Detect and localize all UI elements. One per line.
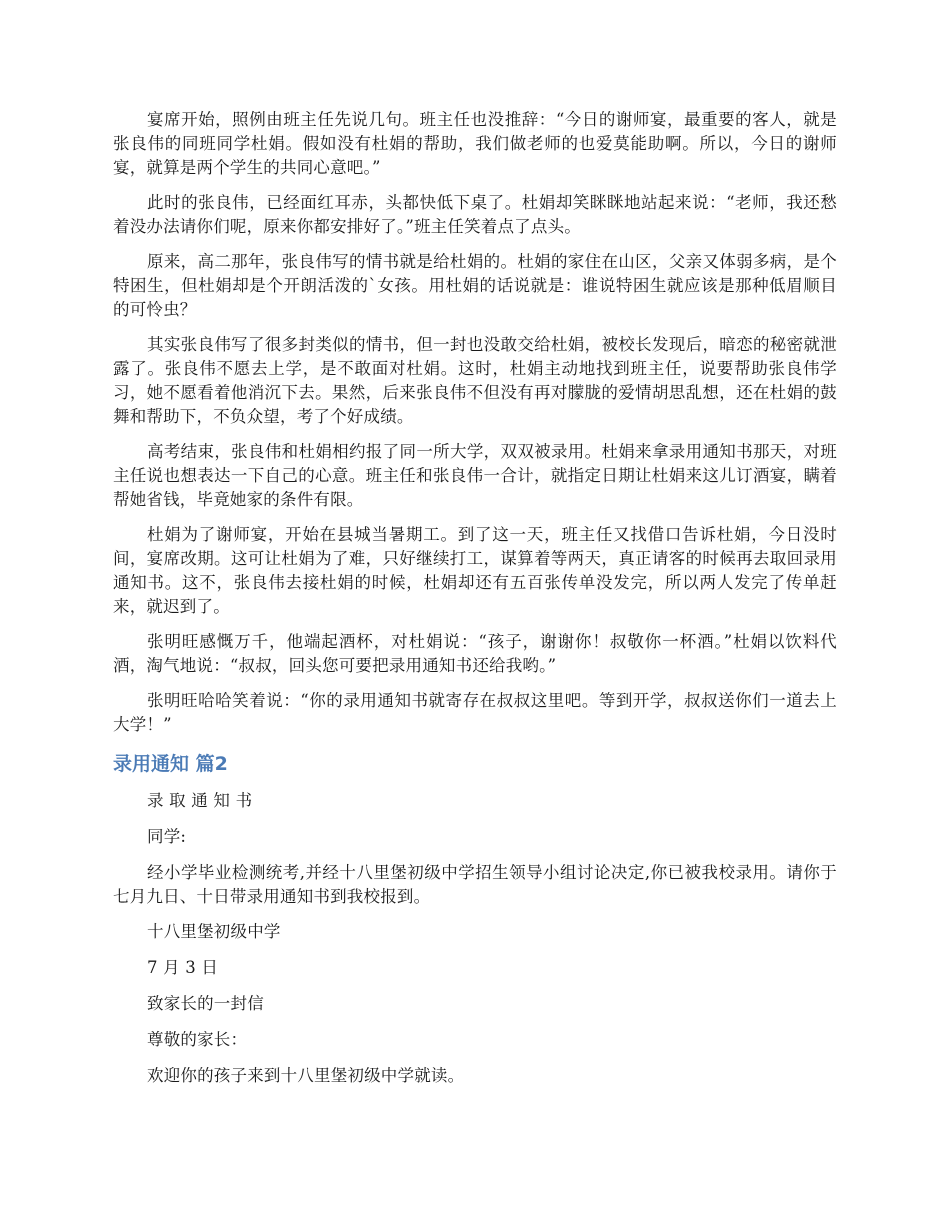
letter-welcome: 欢迎你的孩子来到十八里堡初级中学就读。 xyxy=(147,1066,465,1085)
story-paragraph-2: 此时的张良伟，已经面红耳赤，头都快低下桌了。杜娟却笑眯眯地站起来说：“老师，我还愁着没办法请你们呢，原来你都安排好了。”班主任笑着点了点头。 xyxy=(113,193,837,236)
document-page xyxy=(113,108,837,1100)
story-paragraph-8: 张明旺哈哈笑着说：“你的录用通知书就寄存在叔叔这里吧。等到开学，叔叔送你们一道去上大学！” xyxy=(113,691,837,734)
letter-title: 致家长的一封信 xyxy=(147,994,264,1013)
notice-date: 7 月 3 日 xyxy=(147,958,219,977)
story-paragraph-5: 高考结束，张良伟和杜娟相约报了同一所大学，双双被录用。杜娟来拿录用通知书那天，对班主任说也想表达一下自己的心意。班主任和张良伟一合计，就指定日期让杜娟来这儿订酒宴，瞒着帮她省钱，毕竟她家的条件有限。 xyxy=(113,442,837,509)
story-paragraph-1: 宴席开始，照例由班主任先说几句。班主任也没推辞：“今日的谢师宴，最重要的客人，就是张良伟的同班同学杜娟。假如没有杜娟的帮助，我们做老师的也爱莫能助啊。所以，今日的谢师宴，就算是两个学生的共同心意吧。” xyxy=(113,110,837,177)
story-paragraph-7: 张明旺感慨万千，他端起酒杯，对杜娟说：“孩子，谢谢你！叔敬你一杯酒。”杜娟以饮料代酒，淘气地说：“叔叔，回头您可要把录用通知书还给我哟。” xyxy=(113,632,837,675)
story-paragraph-4: 其实张良伟写了很多封类似的情书，但一封也没敢交给杜娟，被校长发现后，暗恋的秘密就泄露了。张良伟不愿去上学，是不敢面对杜娟。这时，杜娟主动地找到班主任，说要帮助张良伟学习，她不愿看着他消沉下去。果然，后来张良伟不但没有再对朦胧的爱情胡思乱想，还在杜娟的鼓舞和帮助下，不负众望，考了个好成绩。 xyxy=(113,335,837,426)
story-paragraph-3: 原来，高二那年，张良伟写的情书就是给杜娟的。杜娟的家住在山区，父亲又体弱多病，是个特困生，但杜娟却是个开朗活泼的`女孩。用杜娟的话说就是：谁说特困生就应该是那种低眉顺目的可怜虫？ xyxy=(113,252,837,319)
section-heading: 录用通知 篇2 xyxy=(113,753,228,775)
letter-salutation: 尊敬的家长： xyxy=(147,1030,248,1049)
notice-greeting: 同学: xyxy=(147,827,187,846)
notice-school: 十八里堡初级中学 xyxy=(147,922,281,941)
story-paragraph-6: 杜娟为了谢师宴，开始在县城当暑期工。到了这一天，班主任又找借口告诉杜娟，今日没时间，宴席改期。这可让杜娟为了难，只好继续打工，谋算着等两天，真正请客的时候再去取回录用通知书。这不，张良伟去接杜娟的时候，杜娟却还有五百张传单没发完，所以两人发完了传单赶来，就迟到了。 xyxy=(113,525,837,616)
notice-body: 经小学毕业检测统考,并经十八里堡初级中学招生领导小组讨论决定,你已被我校录用。请你于七月九日、十日带录用通知书到我校报到。 xyxy=(113,863,837,906)
notice-title: 录 取 通 知 书 xyxy=(147,791,253,810)
